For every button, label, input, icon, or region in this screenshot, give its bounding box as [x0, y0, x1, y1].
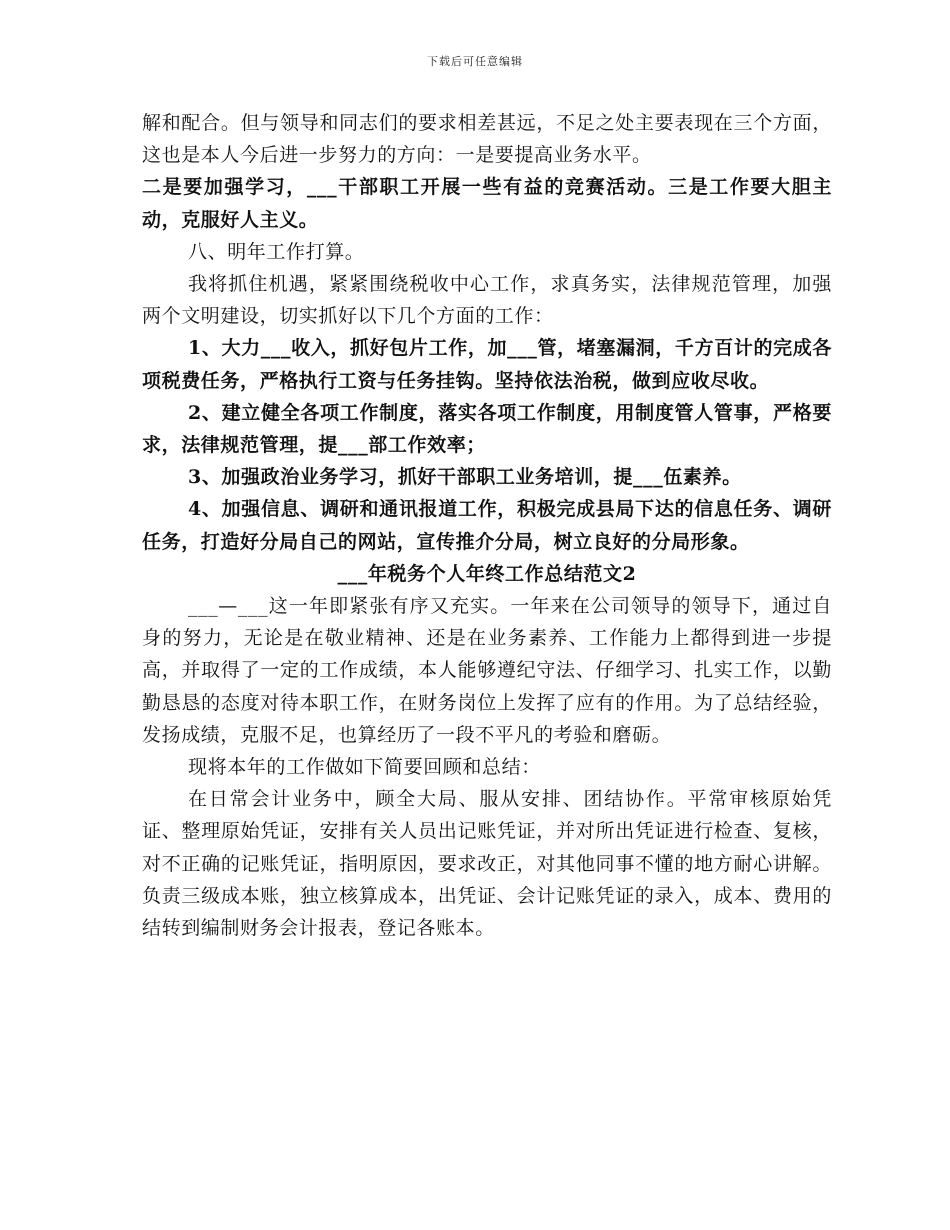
paragraph-1: 解和配合。但与领导和同志们的要求相差甚远，不足之处主要表现在三个方面，这也是本人今后进一步努力的方向：一是要提高业务水平。	[142, 112, 832, 167]
section-title: ___年税务个人年终工作总结范文2	[337, 562, 637, 585]
plan-item-1: 1、大力___收入，抓好包片工作，加___管，堵塞漏洞，千方百计的完成各项税费任务，严格执行工资与任务挂钩。坚持依法治税，做到应收尽收。	[142, 337, 832, 392]
page-header: 下载后可任意编辑	[427, 55, 523, 68]
plan-item-4: 4、加强信息、调研和通讯报道工作，积极完成县局下达的信息任务、调研任务，打造好分局自己的网站，宣传推介分局，树立良好的分局形象。	[142, 498, 832, 553]
paragraph-2: 二是要加强学习，___干部职工开展一些有益的竞赛活动。三是工作要大胆主动，克服好人主义。	[142, 176, 832, 231]
paragraph-5: 现将本年的工作做如下简要回顾和总结：	[188, 756, 541, 779]
plan-item-3: 3、加强政治业务学习，抓好干部职工业务培训，提___伍素养。	[188, 466, 742, 489]
paragraph-6: 在日常会计业务中，顾全大局、服从安排、团结协作。平常审核原始凭证、整理原始凭证，安排有关人员出记账凭证，并对所出凭证进行检查、复核，对不正确的记账凭证，指明原因，要求改正，对其他同事不懂的地方耐心讲解。负责三级成本账，独立核算成本，出凭证、会计记账凭证的录入，成本、费用的结转到编制财务会计报表，登记各账本。	[142, 788, 832, 940]
document-body	[142, 107, 832, 944]
paragraph-4: ___—___这一年即紧张有序又充实。一年来在公司领导的领导下，通过自身的努力，无论是在敬业精神、还是在业务素养、工作能力上都得到进一步提高，并取得了一定的工作成绩，本人能够遵纪守法、仔细学习、扎实工作，以勤勤恳恳的态度对待本职工作，在财务岗位上发挥了应有的作用。为了总结经验，发扬成绩，克服不足，也算经历了一段不平凡的考验和磨砺。	[142, 595, 832, 746]
plan-item-2: 2、建立健全各项工作制度，落实各项工作制度，用制度管人管事，严格要求，法律规范管理，提___部工作效率；	[142, 401, 832, 457]
paragraph-3: 我将抓住机遇，紧紧围绕税收中心工作，求真务实，法律规范管理，加强两个文明建设，切实抓好以下几个方面的工作：	[142, 273, 832, 328]
section-heading-eight: 八、明年工作打算。	[188, 240, 365, 263]
